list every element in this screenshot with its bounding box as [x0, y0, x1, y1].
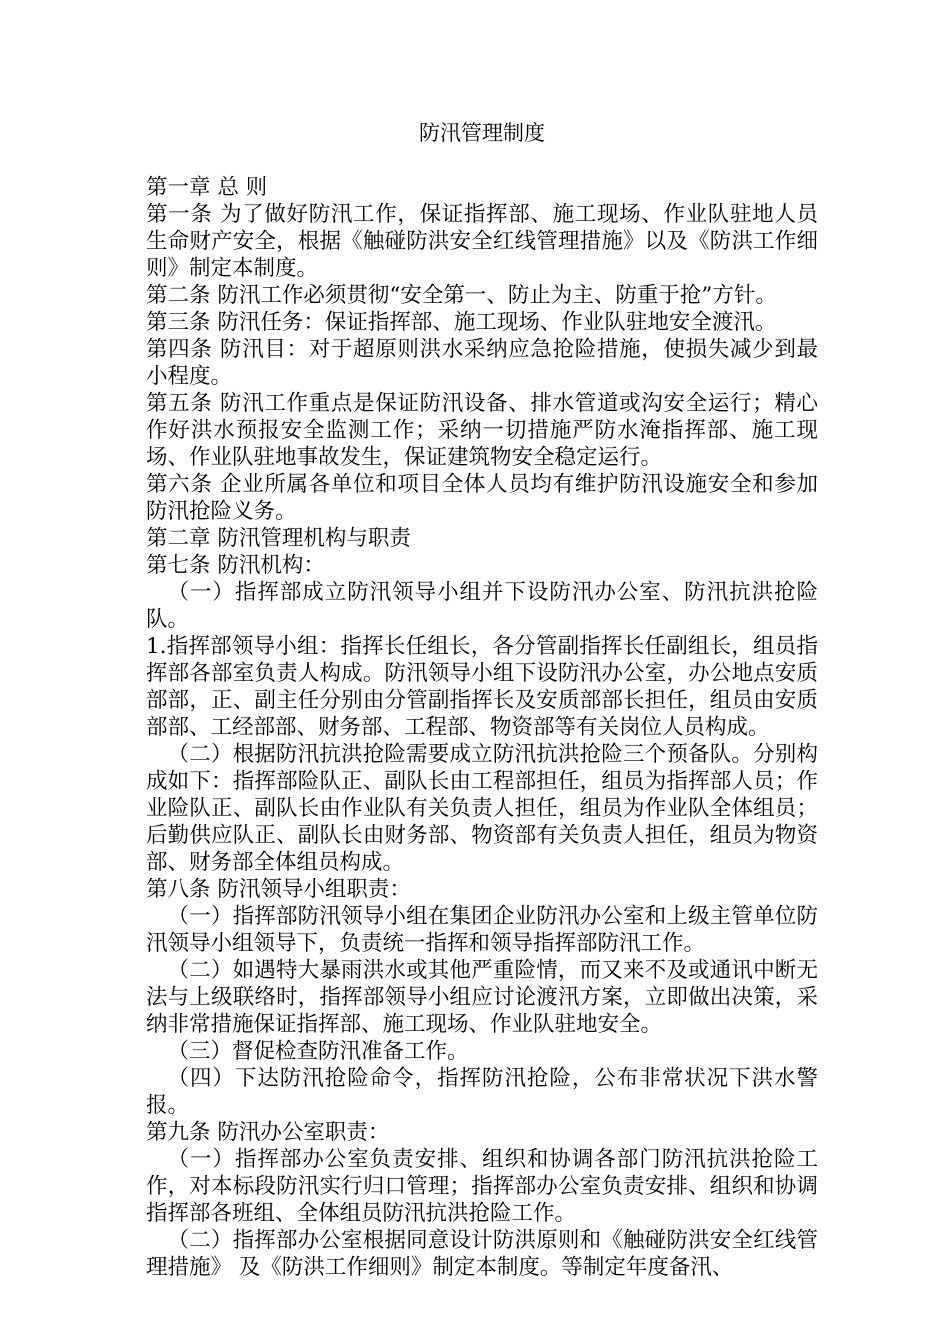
paragraph: （四）下达防汛抢险命令，指挥防汛抢险，公布非常状况下洪水警报。: [146, 1066, 818, 1118]
paragraph: 第九条 防汛办公室职责：: [146, 1120, 390, 1145]
document-title: 防汛管理制度: [419, 121, 545, 145]
paragraph: （一）指挥部成立防汛领导小组并下设防汛办公室、防汛抗洪抢险队。: [146, 580, 818, 632]
document-body: [146, 174, 818, 1281]
paragraph: （三）督促检查防汛准备工作。: [167, 1039, 469, 1064]
paragraph: 第四条 防汛目：对于超原则洪水采纳应急抢险措施，使损失减少到最小程度。: [146, 337, 818, 389]
paragraph: 第八条 防汛领导小组职责：: [146, 877, 411, 902]
paragraph: （二）指挥部办公室根据同意设计防洪原则和《触碰防洪安全红线管理措施》 及《防洪工作细则》制定本制度。等制定年度备汛、: [146, 1228, 818, 1280]
document-page: [146, 118, 818, 1281]
paragraph: 1.指挥部领导小组：指挥长任组长，各分管副指挥长任副组长，组员指挥部各部室负责人构成。防汛领导小组下设防汛办公室，办公地点安质部部，正、副主任分别由分管副指挥长及安质部部长担任，组员由安质部部、工经部部、财务部、工程部、物资部等有关岗位人员构成。: [146, 634, 818, 740]
paragraph: （一）指挥部办公室负责安排、组织和协调各部门防汛抗洪抢险工作，对本标段防汛实行归口管理；指挥部办公室负责安排、组织和协调指挥部各班组、全体组员防汛抗洪抢险工作。: [146, 1147, 818, 1226]
paragraph: 第七条 防汛机构：: [146, 553, 325, 578]
paragraph: 第三条 防汛任务：保证指挥部、施工现场、作业队驻地安全渡汛。: [146, 310, 777, 335]
paragraph: 第一条 为了做好防汛工作，保证指挥部、施工现场、作业队驻地人员生命财产安全，根据《触碰防洪安全红线管理措施》以及《防洪工作细则》制定本制度。: [146, 202, 818, 281]
paragraph: 第五条 防汛工作重点是保证防汛设备、排水管道或沟安全运行；精心作好洪水预报安全监测工作；采纳一切措施严防水淹指挥部、施工现场、作业队驻地事故发生，保证建筑物安全稳定运行。: [146, 391, 818, 470]
paragraph: （一）指挥部防汛领导小组在集团企业防汛办公室和上级主管单位防汛领导小组领导下，负责统一指挥和领导指挥部防汛工作。: [146, 904, 818, 956]
paragraph: 第六条 企业所属各单位和项目全体人员均有维护防汛设施安全和参加防汛抢险义务。: [146, 472, 818, 524]
paragraph: （二）如遇特大暴雨洪水或其他严重险情，而又来不及或通讯中断无法与上级联络时，指挥部领导小组应讨论渡汛方案，立即做出决策，采纳非常措施保证指挥部、施工现场、作业队驻地安全。: [146, 958, 818, 1037]
paragraph: 第二条 防汛工作必须贯彻“安全第一、防止为主、防重于抢”方针。: [146, 283, 777, 308]
paragraph: 第二章 防汛管理机构与职责: [146, 526, 411, 551]
paragraph: 第一章 总 则: [146, 175, 268, 200]
paragraph: （二）根据防汛抗洪抢险需要成立防汛抗洪抢险三个预备队。分别构成如下：指挥部险队正、副队长由工程部担任，组员为指挥部人员；作业险队正、副队长由作业队有关负责人担任，组员为作业队全体组员；后勤供应队正、副队长由财务部、物资部有关负责人担任，组员为物资部、财务部全体组员构成。: [146, 742, 818, 875]
